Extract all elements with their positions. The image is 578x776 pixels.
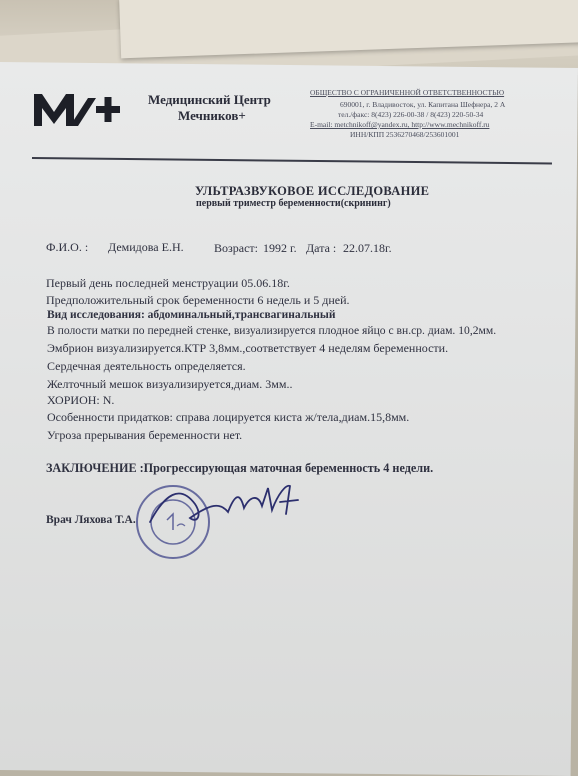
conclusion: ЗАКЛЮЧЕНИЕ :Прогрессирующая маточная беременность 4 недели.: [46, 461, 434, 475]
doctor-signature: [140, 474, 310, 534]
yolk-sac-line: Желточный мешок визуализируется,диам. 3мм..: [47, 377, 293, 391]
company-inn: ИНН/КПП 2536270468/253601001: [350, 130, 460, 139]
company-address: 690001, г. Владивосток, ул. Капитана Шефнера, 2 А: [340, 100, 506, 109]
clinic-name: [148, 92, 271, 124]
embryo-line: Эмбрион визуализируется.КТР 3,8мм.,соответствует 4 неделям беременности.: [47, 341, 449, 355]
heart-line: Сердечная деятельность определяется.: [47, 359, 246, 373]
patient-label: Ф.И.О. :: [46, 240, 89, 254]
threat-line: Угроза прерывания беременности нет.: [47, 428, 243, 442]
company-phone: тел./факс: 8(423) 226-00-38 / 8(423) 220-50-34: [338, 110, 484, 119]
date-label: Дата :: [306, 241, 337, 255]
ovum-line: В полости матки по передней стенке, визуализируется плодное яйцо с вн.ср. диам. 10,2мм.: [47, 324, 497, 337]
method-line: Вид исследования: абдоминальный,трансвагинальный: [47, 309, 336, 321]
clinic-name-line2: Мечников+: [178, 108, 246, 123]
date-value: 22.07.18г.: [343, 241, 392, 255]
age-value: 1992 г.: [263, 241, 297, 255]
chorion-line: ХОРИОН: N.: [47, 393, 115, 407]
clinic-logo: [30, 86, 126, 130]
clinic-name-line1: Медицинский Центр: [148, 92, 271, 107]
company-type: ОБЩЕСТВО С ОГРАНИЧЕННОЙ ОТВЕТСТВЕННОСТЬЮ: [310, 88, 505, 97]
gestation-line: Предположительный срок беременности 6 недель и 5 дней.: [46, 293, 350, 307]
last-period-line: Первый день последней менструации 05.06.18г.: [46, 276, 290, 290]
doctor-name: Врач Ляхова Т.А.: [46, 514, 136, 526]
document-title: УЛЬТРАЗВУКОВОЕ ИССЛЕДОВАНИЕ: [195, 184, 430, 198]
company-details: [310, 88, 505, 140]
patient-name: Демидова Е.Н.: [108, 240, 184, 254]
age-label: Возраст:: [214, 241, 258, 255]
adnexa-line: Особенности придатков: справа лоцируется киста ж/тела,диам.15,8мм.: [47, 410, 410, 424]
company-email: E-mail: metchnikoff@yandex.ru, http://www.mechnikoff.ru: [310, 120, 490, 129]
document-subtitle: первый триместр беременности(скрининг): [196, 198, 391, 209]
